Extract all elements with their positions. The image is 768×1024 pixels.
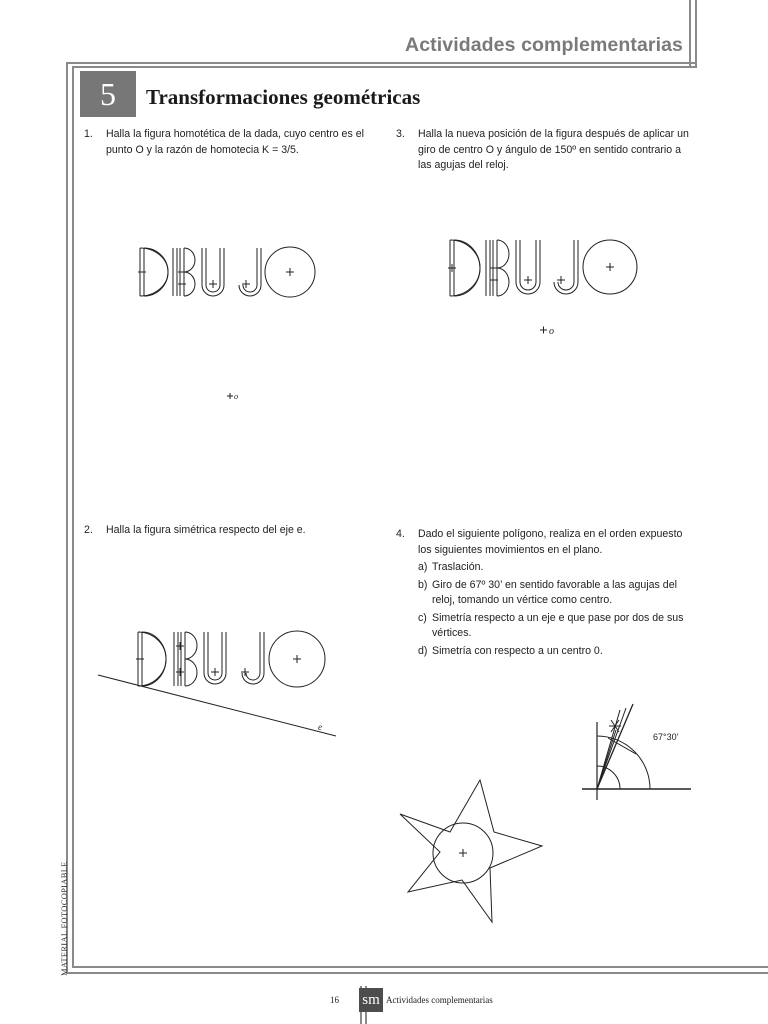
figure-2-dibujo bbox=[94, 626, 344, 738]
figure-3-dibujo bbox=[440, 232, 650, 342]
sub-item-text: Giro de 67º 30’ en sentido favorable a las agujas del reloj, tomando un vértice como centro. bbox=[432, 578, 677, 606]
sub-item-text: Simetría respecto a un eje e que pase por dos de sus vértices. bbox=[432, 611, 684, 639]
dibujo-word-3 bbox=[448, 240, 637, 296]
sub-item-text: Simetría con respecto a un centro 0. bbox=[432, 644, 603, 657]
frame-left-vertical-2 bbox=[72, 66, 74, 966]
sub-item-letter: b) bbox=[418, 578, 428, 591]
frame-top-right-vertical bbox=[689, 0, 691, 66]
frame-top-horizontal-2 bbox=[72, 66, 697, 68]
center-point-o bbox=[540, 326, 554, 337]
sub-item-c bbox=[418, 611, 696, 642]
exercise-number: 4. bbox=[396, 528, 405, 540]
frame-top-horizontal bbox=[66, 62, 697, 64]
footer-text: Actividades complementarias bbox=[386, 995, 493, 1005]
center-label: o bbox=[234, 392, 238, 401]
frame-top-right-vertical-2 bbox=[695, 0, 697, 68]
center-point-o bbox=[227, 392, 238, 401]
center-label: o bbox=[549, 326, 554, 337]
exercise-text: Dado el siguiente polígono, realiza en el orden expuesto los siguientes movimientos en el plano. bbox=[418, 528, 683, 556]
exercise-3 bbox=[396, 127, 696, 174]
sub-item-letter: d) bbox=[418, 644, 428, 657]
footer bbox=[330, 988, 493, 1012]
exercise-number: 2. bbox=[84, 524, 93, 536]
exercise-2 bbox=[84, 523, 384, 539]
figure-4-angle bbox=[578, 700, 698, 804]
sub-item-text: Traslación. bbox=[432, 561, 484, 573]
frame-bottom-horizontal bbox=[66, 972, 768, 974]
exercise-text: Halla la nueva posición de la figura después de aplicar un giro de centro O y ángulo de 150º en sentido contrario a las agujas del reloj. bbox=[418, 128, 689, 171]
exercise-text: Halla la figura homotética de la dada, cuyo centro es el punto O y la razón de homotecia K = 3/5. bbox=[106, 128, 364, 156]
dibujo-word-1 bbox=[138, 247, 315, 297]
unit-number-badge: 5 bbox=[80, 71, 136, 117]
exercise-number: 3. bbox=[396, 128, 405, 140]
side-label: MATERIAL FOTOCOPIABLE bbox=[59, 861, 69, 976]
sub-item-letter: c) bbox=[418, 611, 427, 624]
sub-item-letter: a) bbox=[418, 561, 428, 573]
exercise-4-items bbox=[418, 560, 696, 659]
exercise-text: Halla la figura simétrica respecto del eje e. bbox=[106, 524, 306, 536]
sub-item-b bbox=[418, 578, 696, 609]
page-number: 16 bbox=[330, 995, 339, 1005]
exercise-1 bbox=[84, 127, 384, 158]
frame-bottom-horizontal-2 bbox=[72, 966, 768, 968]
sub-item-d bbox=[418, 644, 696, 660]
dibujo-word-2 bbox=[136, 631, 325, 687]
section-title: Transformaciones geométricas bbox=[146, 85, 421, 109]
header-title: Actividades complementarias bbox=[405, 34, 683, 56]
frame-left-vertical bbox=[66, 62, 68, 974]
sub-item-a bbox=[418, 560, 696, 576]
axis-label: e bbox=[318, 722, 322, 732]
figure-4-star-polygon bbox=[392, 776, 552, 926]
exercise-number: 1. bbox=[84, 128, 93, 140]
star-polygon bbox=[400, 780, 542, 922]
angle-label: 67°30’ bbox=[653, 732, 679, 742]
sm-logo: sm bbox=[359, 988, 383, 1012]
exercise-4 bbox=[396, 527, 696, 661]
figure-1-dibujo bbox=[130, 236, 330, 416]
